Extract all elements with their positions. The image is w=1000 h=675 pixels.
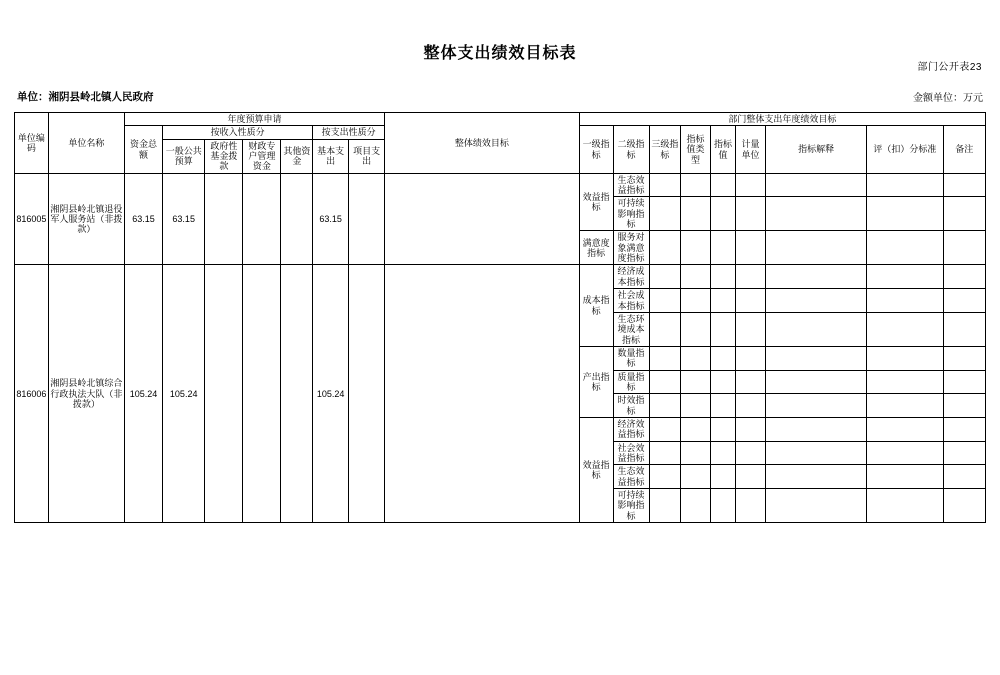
cell-indicator-value — [710, 394, 735, 418]
header-remark: 备注 — [943, 126, 986, 173]
cell-score-standard — [867, 417, 943, 441]
cell-level2: 可持续影响指标 — [613, 197, 649, 231]
cell-remark — [943, 346, 986, 370]
cell-unit-name: 湘阴县岭北镇退役军人服务站（非拨款） — [48, 173, 124, 265]
header-fiscal-special: 财政专户管理资金 — [243, 139, 281, 173]
header-level1: 一级指标 — [579, 126, 613, 173]
cell-measure-unit — [736, 231, 766, 265]
cell-score-standard — [867, 370, 943, 394]
header-measure-unit: 计量单位 — [736, 126, 766, 173]
cell-remark — [943, 197, 986, 231]
cell-remark — [943, 394, 986, 418]
cell-indicator-value — [710, 441, 735, 465]
cell-level3 — [649, 231, 681, 265]
cell-indicator-value — [710, 289, 735, 313]
cell-indicator-type — [681, 312, 711, 346]
cell-overall-goal — [385, 265, 580, 523]
cell-measure-unit — [736, 312, 766, 346]
cell-indicator-explain — [765, 231, 867, 265]
cell-level3 — [649, 417, 681, 441]
cell-level1: 效益指标 — [579, 417, 613, 522]
cell-score-standard — [867, 441, 943, 465]
cell-fiscal-special — [243, 265, 281, 523]
cell-indicator-type — [681, 370, 711, 394]
cell-general-public: 63.15 — [163, 173, 205, 265]
cell-general-public: 105.24 — [163, 265, 205, 523]
document-page — [0, 40, 1000, 675]
cell-indicator-type — [681, 231, 711, 265]
cell-other-fund — [281, 173, 313, 265]
cell-score-standard — [867, 394, 943, 418]
document-code: 部门公开表23 — [917, 62, 982, 73]
cell-overall-goal — [385, 173, 580, 265]
cell-indicator-explain — [765, 465, 867, 489]
cell-indicator-type — [681, 346, 711, 370]
cell-level3 — [649, 441, 681, 465]
cell-remark — [943, 231, 986, 265]
cell-basic-expense: 105.24 — [313, 265, 349, 523]
cell-indicator-explain — [765, 489, 867, 523]
header-annual-budget: 年度预算申请 — [124, 113, 384, 126]
cell-indicator-explain — [765, 289, 867, 313]
cell-indicator-type — [681, 394, 711, 418]
cell-score-standard — [867, 289, 943, 313]
cell-level2: 可持续影响指标 — [613, 489, 649, 523]
cell-level2: 经济效益指标 — [613, 417, 649, 441]
cell-level1: 成本指标 — [579, 265, 613, 346]
cell-indicator-type — [681, 417, 711, 441]
performance-goal-table — [14, 112, 986, 523]
cell-level3 — [649, 265, 681, 289]
cell-unit-name: 湘阴县岭北镇综合行政执法大队（非拨款） — [48, 265, 124, 523]
cell-level2: 数量指标 — [613, 346, 649, 370]
header-unit-code: 单位编码 — [15, 113, 49, 174]
header-gov-fund: 政府性基金拨款 — [205, 139, 243, 173]
cell-remark — [943, 465, 986, 489]
cell-gov-fund — [205, 173, 243, 265]
cell-indicator-value — [710, 489, 735, 523]
cell-indicator-explain — [765, 312, 867, 346]
cell-indicator-type — [681, 489, 711, 523]
cell-score-standard — [867, 489, 943, 523]
cell-basic-expense: 63.15 — [313, 173, 349, 265]
cell-level1: 满意度指标 — [579, 231, 613, 265]
header-score-standard: 评（扣）分标准 — [867, 126, 943, 173]
header-overall-goal: 整体绩效目标 — [385, 113, 580, 174]
cell-indicator-type — [681, 173, 711, 197]
cell-project-expense — [349, 173, 385, 265]
cell-measure-unit — [736, 346, 766, 370]
header-indicator-explain: 指标解释 — [765, 126, 867, 173]
cell-level2: 生态效益指标 — [613, 465, 649, 489]
header-basic-expense: 基本支出 — [313, 139, 349, 173]
cell-score-standard — [867, 346, 943, 370]
amount-unit-label: 金额单位：万元 — [913, 93, 983, 104]
cell-measure-unit — [736, 197, 766, 231]
cell-remark — [943, 265, 986, 289]
cell-indicator-type — [681, 441, 711, 465]
cell-indicator-explain — [765, 173, 867, 197]
cell-level3 — [649, 197, 681, 231]
cell-indicator-value — [710, 417, 735, 441]
cell-level3 — [649, 465, 681, 489]
cell-level1: 产出指标 — [579, 346, 613, 417]
cell-indicator-value — [710, 197, 735, 231]
unit-label: 单位：湘阴县岭北镇人民政府 — [17, 91, 154, 103]
cell-indicator-explain — [765, 370, 867, 394]
cell-score-standard — [867, 197, 943, 231]
cell-fund-total: 63.15 — [124, 173, 162, 265]
cell-indicator-explain — [765, 197, 867, 231]
cell-score-standard — [867, 265, 943, 289]
header-unit-name: 单位名称 — [48, 113, 124, 174]
cell-measure-unit — [736, 465, 766, 489]
cell-level2: 社会效益指标 — [613, 441, 649, 465]
cell-indicator-explain — [765, 346, 867, 370]
cell-level3 — [649, 346, 681, 370]
cell-level2: 生态效益指标 — [613, 173, 649, 197]
header-other-fund: 其他资金 — [281, 139, 313, 173]
header-by-income: 按收入性质分 — [163, 126, 313, 139]
cell-indicator-explain — [765, 417, 867, 441]
cell-remark — [943, 441, 986, 465]
cell-remark — [943, 289, 986, 313]
cell-fund-total: 105.24 — [124, 265, 162, 523]
cell-indicator-value — [710, 231, 735, 265]
cell-level2: 生态环境成本指标 — [613, 312, 649, 346]
cell-indicator-value — [710, 173, 735, 197]
cell-indicator-explain — [765, 441, 867, 465]
cell-indicator-type — [681, 265, 711, 289]
cell-level3 — [649, 370, 681, 394]
cell-indicator-explain — [765, 394, 867, 418]
header-general-public: 一般公共预算 — [163, 139, 205, 173]
header-indicator-value: 指标值 — [710, 126, 735, 173]
cell-indicator-value — [710, 370, 735, 394]
cell-indicator-type — [681, 197, 711, 231]
cell-score-standard — [867, 173, 943, 197]
cell-unit-code: 816006 — [15, 265, 49, 523]
header-project-expense: 项目支出 — [349, 139, 385, 173]
cell-unit-code: 816005 — [15, 173, 49, 265]
cell-level2: 服务对象满意度指标 — [613, 231, 649, 265]
cell-remark — [943, 370, 986, 394]
cell-level3 — [649, 489, 681, 523]
cell-level3 — [649, 173, 681, 197]
cell-level2: 时效指标 — [613, 394, 649, 418]
table-row — [15, 173, 986, 197]
cell-score-standard — [867, 465, 943, 489]
meta-row — [14, 89, 986, 104]
cell-other-fund — [281, 265, 313, 523]
cell-score-standard — [867, 231, 943, 265]
header-by-expense: 按支出性质分 — [313, 126, 385, 139]
cell-measure-unit — [736, 370, 766, 394]
cell-level2: 质量指标 — [613, 370, 649, 394]
cell-measure-unit — [736, 441, 766, 465]
header-dept-annual-goal: 部门整体支出年度绩效目标 — [579, 113, 985, 126]
table-row — [15, 265, 986, 289]
header-indicator-type: 指标值类型 — [681, 126, 711, 173]
cell-indicator-type — [681, 289, 711, 313]
cell-indicator-explain — [765, 265, 867, 289]
cell-indicator-value — [710, 265, 735, 289]
cell-level3 — [649, 312, 681, 346]
cell-indicator-type — [681, 465, 711, 489]
cell-gov-fund — [205, 265, 243, 523]
cell-project-expense — [349, 265, 385, 523]
cell-indicator-value — [710, 346, 735, 370]
header-level2: 二级指标 — [613, 126, 649, 173]
page-title: 整体支出绩效目标表 — [423, 45, 577, 62]
cell-level2: 经济成本指标 — [613, 265, 649, 289]
cell-level1: 效益指标 — [579, 173, 613, 231]
cell-remark — [943, 489, 986, 523]
cell-level3 — [649, 289, 681, 313]
cell-remark — [943, 417, 986, 441]
cell-indicator-value — [710, 312, 735, 346]
cell-measure-unit — [736, 289, 766, 313]
cell-measure-unit — [736, 394, 766, 418]
cell-level2: 社会成本指标 — [613, 289, 649, 313]
header-level3: 三级指标 — [649, 126, 681, 173]
cell-measure-unit — [736, 173, 766, 197]
header-fund-total: 资金总额 — [124, 126, 162, 173]
cell-measure-unit — [736, 489, 766, 523]
cell-measure-unit — [736, 265, 766, 289]
cell-indicator-value — [710, 465, 735, 489]
cell-level3 — [649, 394, 681, 418]
cell-score-standard — [867, 312, 943, 346]
cell-remark — [943, 173, 986, 197]
cell-fiscal-special — [243, 173, 281, 265]
cell-remark — [943, 312, 986, 346]
cell-measure-unit — [736, 417, 766, 441]
